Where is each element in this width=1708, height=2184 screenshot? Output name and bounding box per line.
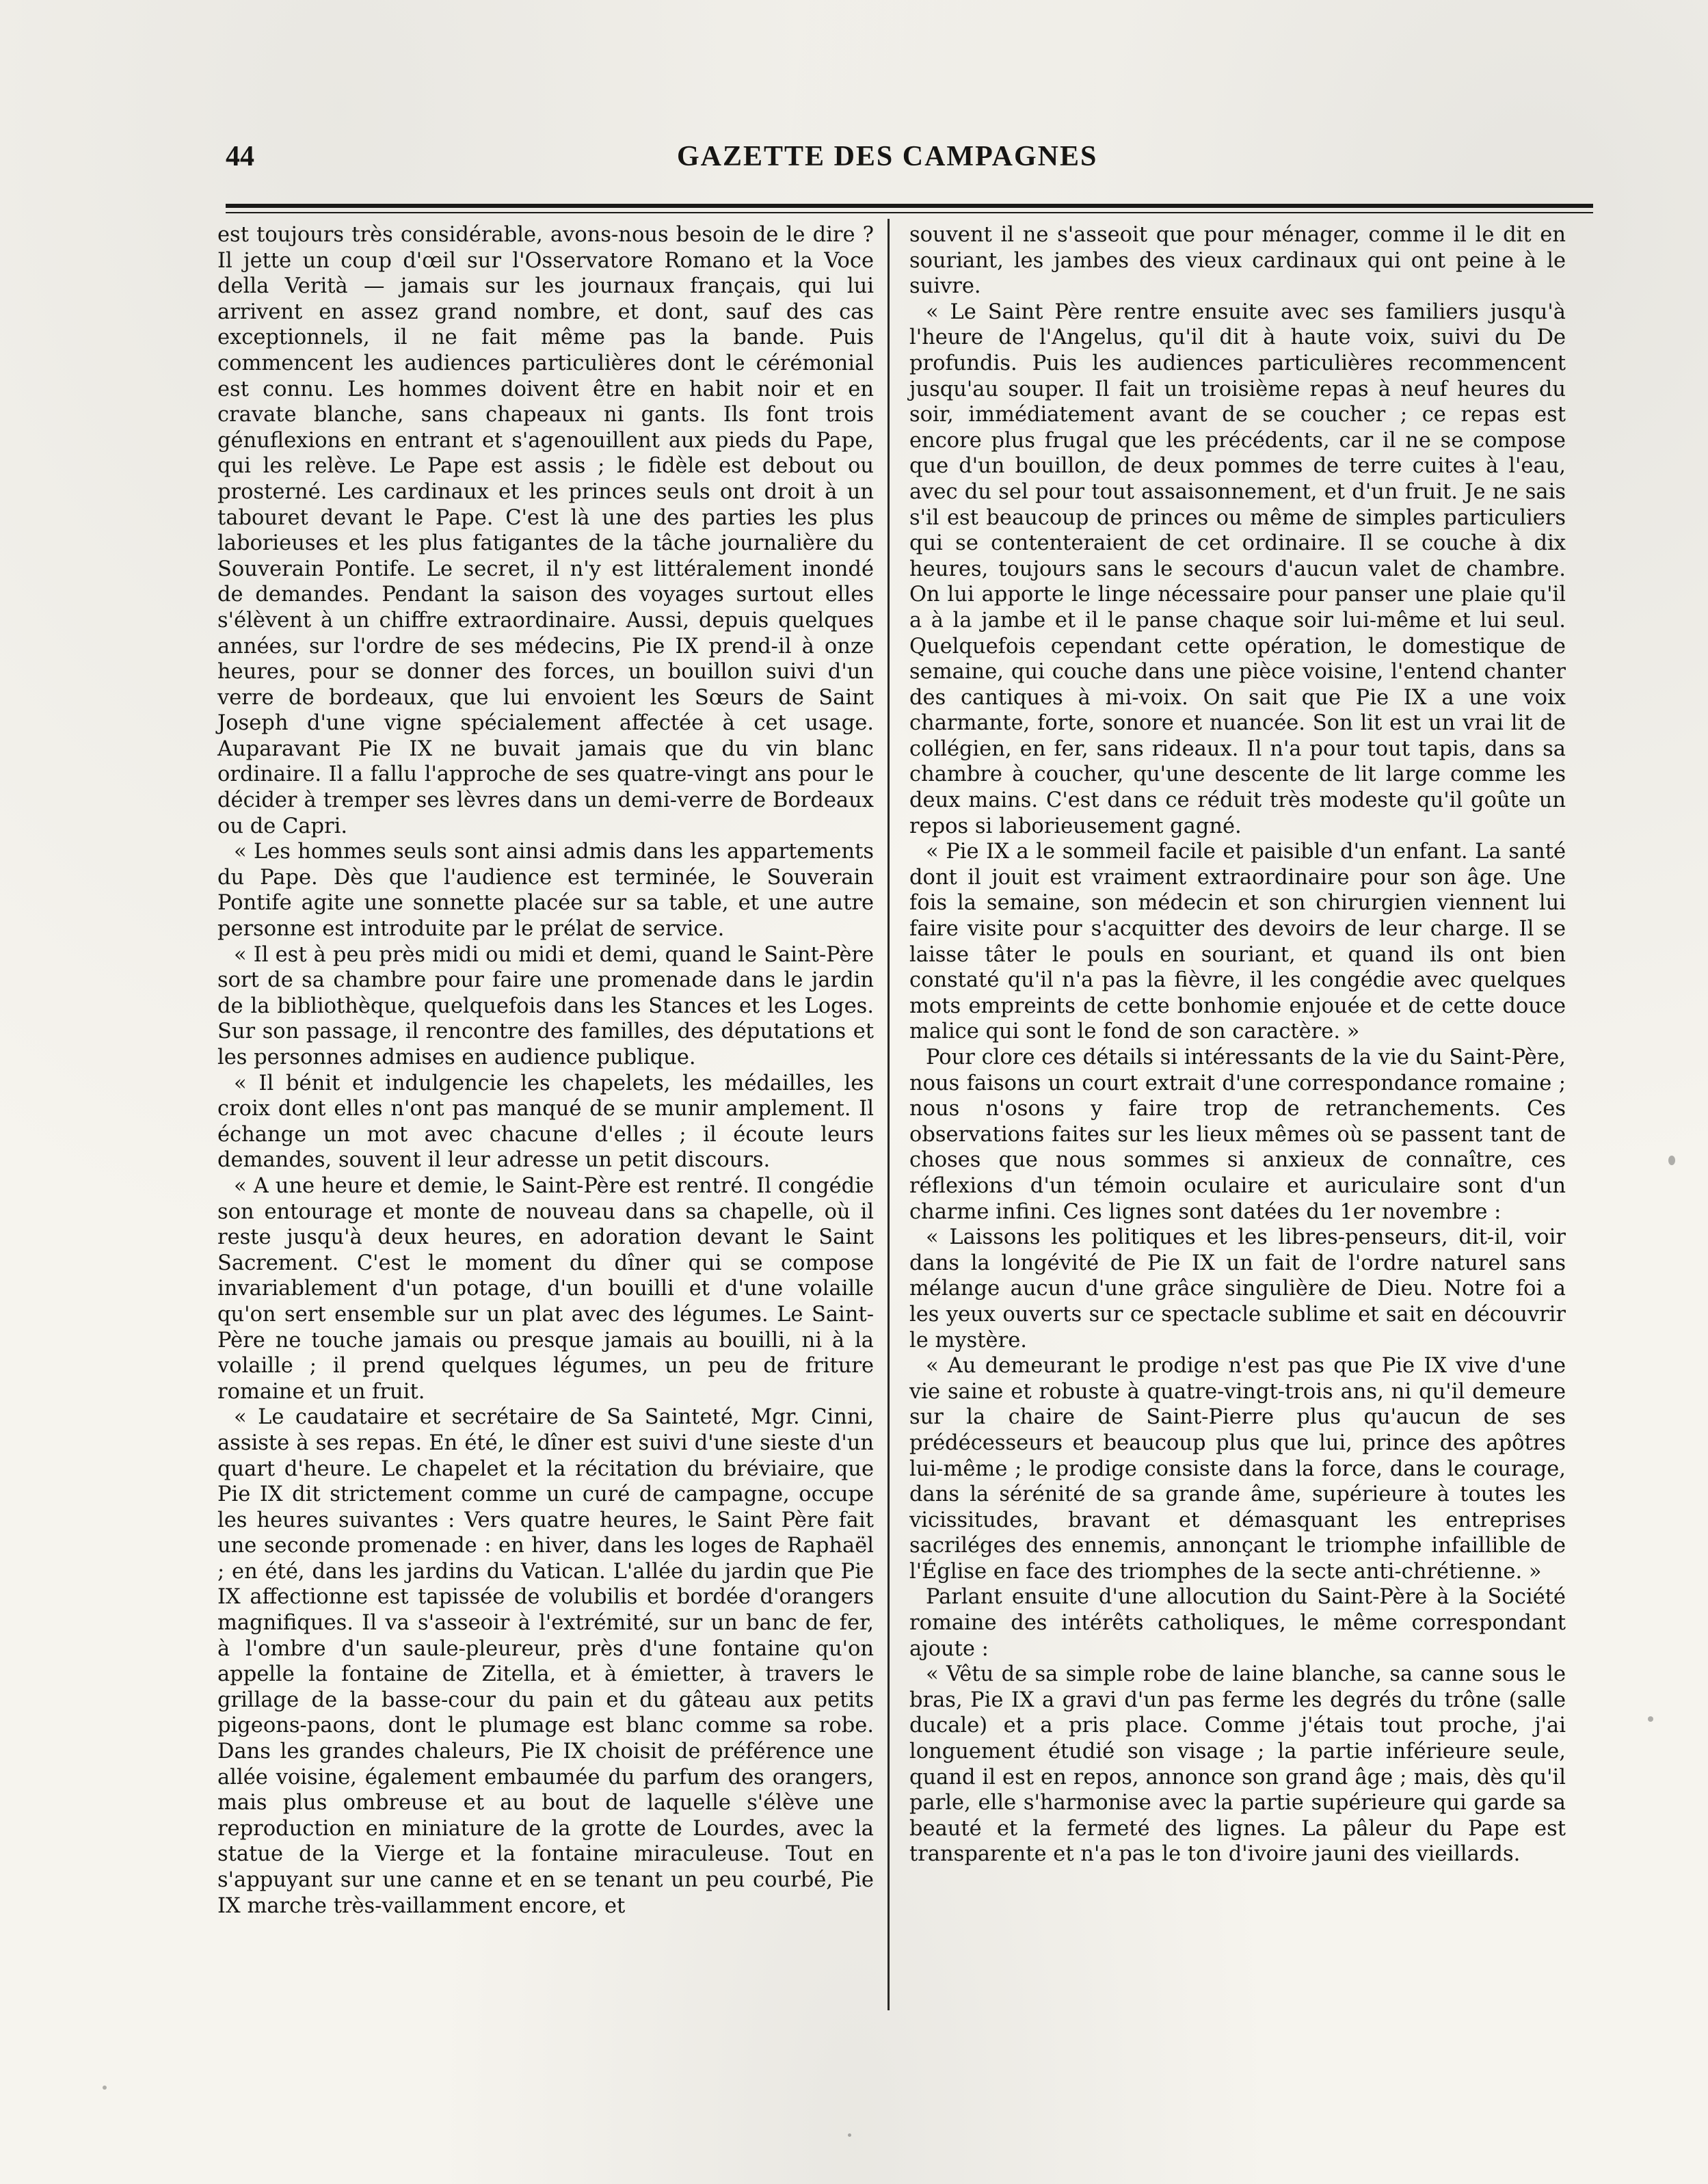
right-paragraph: Parlant ensuite d'une allocution du Saint-Père à la Société romaine des intérêts catholiques, le même correspondant ajoute : xyxy=(909,1585,1566,1661)
right-paragraph: « Au demeurant le prodige n'est pas que Pie IX vive d'une vie saine et robuste à quatre-vingt-trois ans, ni qu'il demeure sur la chaire de Saint-Pierre plus qu'aucun de ses prédécesseurs et beaucoup plus que lui, prince des apôtres lui-même ; le prodige consiste dans la force, dans le courage, dans la sérénité de sa grande âme, supérieure à toutes les vicissitudes, bravant et démasquant les entreprises sacriléges des ennemis, annonçant le triomphe infaillible de l'Église en face des triomphes de la secte anti-chrétienne. » xyxy=(909,1354,1566,1584)
right-column xyxy=(909,222,1566,1867)
right-paragraph: « Laissons les politiques et les libres-penseurs, dit-il, voir dans la longévité de Pie IX un fait de l'ordre naturel sans mélange aucun d'une grâce singulière de Dieu. Notre foi a les yeux ouverts sur ce spectacle sublime et sait en découvrir le mystère. xyxy=(909,1225,1566,1353)
page-header xyxy=(226,140,1586,181)
newspaper-title: GAZETTE DES CAMPAGNES xyxy=(677,141,1098,172)
left-paragraph: est toujours très considérable, avons-nous besoin de le dire ? Il jette un coup d'œil sur l'Osservatore Romano et la Voce della Verità — jamais sur les journaux français, qui lui arrivent en assez grand nombre, et dont, sauf des cas exceptionnels, il ne fait même pas la bande. Puis commencent les audiences particulières dont le cérémonial est connu. Les hommes doivent être en habit noir et en cravate blanche, sans chapeaux ni gants. Ils font trois génuflexions en entrant et s'agenouillent aux pieds du Pape, qui les relève. Le Pape est assis ; le fidèle est debout ou prosterné. Les cardinaux et les princes seuls ont droit à un tabouret devant le Pape. C'est là une des parties les plus laborieuses et les plus fatigantes de la tâche journalière du Souverain Pontife. Le secret, il n'y est littéralement inondé de demandes. Pendant la saison des voyages surtout elles s'élèvent à un chiffre extraordinaire. Aussi, depuis quelques années, sur l'ordre de ses médecins, Pie IX prend-il à onze heures, pour se donner des forces, un bouillon suivi d'un verre de bordeaux, que lui envoient les Sœurs de Saint Joseph d'une vigne spécialement affectée à cet usage. Auparavant Pie IX ne buvait jamais que du vin blanc ordinaire. Il a fallu l'approche de ses quatre-vingt ans pour le décider à tremper ses lèvres dans un demi-verre de Bordeaux ou de Capri. xyxy=(217,223,874,838)
right-paragraph: souvent il ne s'asseoit que pour ménager, comme il le dit en souriant, les jambes des vieux cardinaux qui ont peine à le suivre. xyxy=(909,223,1566,299)
left-paragraph: « Le caudataire et secrétaire de Sa Sainteté, Mgr. Cinni, assiste à ses repas. En été, le dîner est suivi d'une sieste d'un quart d'heure. Le chapelet et la récitation du bréviaire, que Pie IX dit strictement comme un curé de campagne, occupe les heures suivantes : Vers quatre heures, le Saint Père fait une seconde promenade : en hiver, dans les loges de Raphaël ; en été, dans les jardins du Vatican. L'allée du jardin que Pie IX affectionne est tapissée de volubilis et bordée d'orangers magnifiques. Il va s'asseoir à l'extrémité, sur un banc de fer, à l'ombre d'un saule-pleureur, près d'une fontaine qu'on appelle la fontaine de Zitella, et à émietter, à travers le grillage de la basse-cour du pain et du gâteau aux petits pigeons-paons, dont le plumage est blanc comme sa robe. Dans les grandes chaleurs, Pie IX choisit de préférence une allée voisine, également embaumée du parfum des orangers, mais plus ombreuse et au bout de laquelle s'élève une reproduction en miniature de la grotte de Lourdes, avec la statue de la Vierge et la fontaine miraculeuse. Tout en s'appuyant sur une canne et en se tenant un peu courbé, Pie IX marche très-vaillamment encore, et xyxy=(217,1405,874,1918)
right-paragraph: « Pie IX a le sommeil facile et paisible d'un enfant. La santé dont il jouit est vraiment extraordinaire pour son âge. Une fois la semaine, son médecin et son chirurgien viennent lui faire visite pour s'acquitter des devoirs de leur charge. Il se laisse tâter le pouls en souriant, et quand ils ont bien constaté qu'il n'a pas la fièvre, il les congédie avec quelques mots empreints de cette bonhomie enjouée et de cette douce malice qui sont le fond de son caractère. » xyxy=(909,840,1566,1044)
left-column xyxy=(217,222,874,1919)
scan-speck xyxy=(848,2133,851,2137)
left-paragraph: « A une heure et demie, le Saint-Père est rentré. Il congédie son entourage et monte de nouveau dans sa chapelle, où il reste jusqu'à deux heures, en adoration devant le Saint Sacrement. C'est le moment du dîner qui se compose invariablement d'un potage, d'un bouilli et d'une volaille qu'on sert ensemble sur un plat avec des légumes. Le Saint-Père ne touche jamais ou presque jamais au bouilli, ni à la volaille ; il prend quelques légumes, un peu de friture romaine et un fruit. xyxy=(217,1173,874,1404)
left-paragraph: « Il est à peu près midi ou midi et demi, quand le Saint-Père sort de sa chambre pour faire une promenade dans le jardin de la bibliothèque, quelquefois dans les Stances et les Loges. Sur son passage, il rencontre des familles, des députations et les personnes admises en audience publique. xyxy=(217,942,874,1069)
scan-speck xyxy=(1648,1716,1653,1722)
left-paragraph: « Les hommes seuls sont ainsi admis dans les appartements du Pape. Dès que l'audience est terminée, le Souverain Pontife agite une sonnette placée sur sa table, et une autre personne est introduite par le prélat de service. xyxy=(217,840,874,942)
scan-speck xyxy=(1668,1156,1675,1165)
right-paragraph: « Le Saint Père rentre ensuite avec ses familiers jusqu'à l'heure de l'Angelus, qu'il dit à haute voix, suivi du De profundis. Puis les audiences particulières recommencent jusqu'au souper. Il fait un troisième repas à neuf heures du soir, immédiatement avant de se coucher ; ce repas est encore plus frugal que les précédents, car il ne se compose que d'un bouillon, de deux pommes de terre cuites à l'eau, avec du sel pour tout assaisonnement, et d'un fruit. Je ne sais s'il est beaucoup de princes ou même de simples particuliers qui se contenteraient de cet ordinaire. Il se couche à dix heures, toujours sans le secours d'aucun valet de chambre. On lui apporte le linge nécessaire pour panser une plaie qu'il a à la jambe et il le panse chaque soir lui-même et lui seul. Quelquefois cependant cette opération, le domestique de semaine, qui couche dans une pièce voisine, l'entend chanter des cantiques à mi-voix. On sait que Pie IX a une voix charmante, forte, sonore et nuancée. Son lit est un vrai lit de collégien, en fer, sans rideaux. Il n'a pour tout tapis, dans sa chambre à coucher, qu'une descente de lit large comme les deux mains. C'est dans ce réduit très modeste qu'il goûte un repos si laborieusement gagné. xyxy=(909,299,1566,838)
right-paragraph: « Vêtu de sa simple robe de laine blanche, sa canne sous le bras, Pie IX a gravi d'un pas ferme les degrés du trône (salle ducale) et a pris place. Comme j'étais tout proche, j'ai longuement étudié son visage ; la partie inférieure seule, quand il est en repos, annonce son grand âge ; mais, dès qu'il parle, elle s'harmonise avec la partie supérieure qui garde sa beauté et la fermeté des lignes. La pâleur du Pape est transparente et n'a pas le ton d'ivoire jauni des vieillards. xyxy=(909,1662,1566,1867)
page-number: 44 xyxy=(226,141,254,172)
right-paragraph: Pour clore ces détails si intéressants de la vie du Saint-Père, nous faisons un court extrait d'une correspondance romaine ; nous n'osons y faire trop de retranchements. Ces observations faites sur les lieux mêmes où se passent tant de choses que nous sommes si anxieux de connaître, ces réflexions d'un témoin oculaire et auriculaire sont d'un charme infini. Ces lignes sont datées du 1er novembre : xyxy=(909,1046,1566,1224)
header-rule-thick xyxy=(226,204,1593,208)
scan-speck xyxy=(103,2086,107,2090)
header-rule-thin xyxy=(226,212,1593,213)
left-paragraph: « Il bénit et indulgencie les chapelets, les médailles, les croix dont elles n'ont pas manqué de se munir amplement. Il échange un mot avec chacune d'elles ; il écoute leurs demandes, souvent il leur adresse un petit discours. xyxy=(217,1071,874,1173)
column-divider xyxy=(888,219,890,2010)
